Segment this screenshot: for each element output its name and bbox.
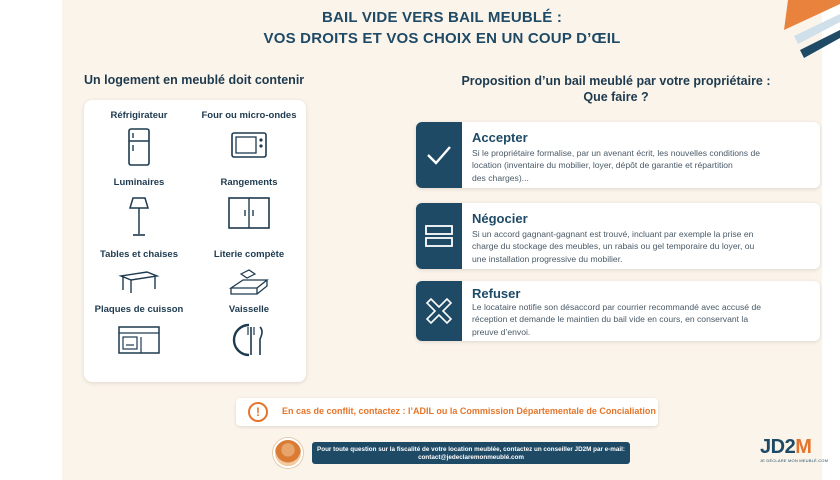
option-title: Négocier xyxy=(472,211,528,226)
check-icon xyxy=(425,144,453,166)
option-description-line: charge du stockage des meubles, un rabais ou gel temporaire du loyer, ou xyxy=(472,241,755,252)
cross-icon xyxy=(423,295,455,327)
option-title: Accepter xyxy=(472,130,528,145)
microwave-icon xyxy=(229,127,269,161)
furniture-section-heading: Un logement en meublé doit contenir xyxy=(84,73,305,87)
option-description xyxy=(472,301,812,338)
table-icon xyxy=(117,266,161,296)
contact-email-link[interactable]: contact@jedeclaremonmeublé.com xyxy=(418,453,524,461)
furniture-label: Tables et chaises xyxy=(100,249,178,260)
option-icon-box xyxy=(416,203,462,269)
option-card-refuse xyxy=(416,281,820,341)
lamp-icon xyxy=(126,194,152,238)
logo-text xyxy=(760,436,820,458)
furniture-label: Plaques de cuisson xyxy=(94,304,184,315)
conflict-alert xyxy=(236,398,658,426)
furniture-item-cooktop xyxy=(84,304,194,357)
options-section-heading xyxy=(416,73,816,105)
contact-banner[interactable] xyxy=(312,442,630,464)
furniture-item-cabinet xyxy=(194,177,304,232)
fridge-icon xyxy=(126,127,152,167)
option-description-line: une installation progressive du mobilier. xyxy=(472,253,623,264)
cooktop-icon xyxy=(115,321,163,357)
bed-icon xyxy=(227,266,271,298)
option-description xyxy=(472,147,812,184)
furniture-item-microwave xyxy=(194,110,304,161)
furniture-label: Literie compète xyxy=(213,249,285,260)
furniture-label: Réfrigirateur xyxy=(110,110,168,121)
furniture-label: Four ou micro-ondes xyxy=(201,110,297,121)
dishes-icon xyxy=(229,321,269,359)
warning-icon: ! xyxy=(248,402,268,422)
furniture-label: Luminaires xyxy=(113,177,165,188)
option-description xyxy=(472,228,812,265)
options-heading-line2: Que faire ? xyxy=(583,90,649,104)
options-heading-line1: Proposition d’un bail meublé par votre propriétaire : xyxy=(461,74,771,88)
option-icon-box xyxy=(416,281,462,341)
option-icon-box xyxy=(416,122,462,188)
advisor-avatar xyxy=(273,438,303,468)
option-description-line: preuve d’envoi. xyxy=(472,326,531,337)
furniture-item-bed xyxy=(194,249,304,298)
furniture-item-dishes xyxy=(194,304,304,359)
furniture-label: Vaisselle xyxy=(228,304,270,315)
option-card-negotiate xyxy=(416,203,820,269)
furniture-item-table xyxy=(84,249,194,296)
cabinet-icon xyxy=(226,194,272,232)
option-description-line: Si un accord gagnant-gagnant est trouvé, incluant par exemple la prise en xyxy=(472,229,754,239)
option-description-line: des charges)... xyxy=(472,172,529,183)
furniture-label: Rangements xyxy=(220,177,278,188)
logo-tagline: JE DÉCLARE MON MEUBLÉ.COM xyxy=(760,458,829,463)
option-title: Refuser xyxy=(472,286,521,301)
equals-icon xyxy=(424,223,454,249)
furniture-card xyxy=(84,100,306,382)
jd2m-logo xyxy=(760,436,829,470)
option-description-line: réception et demande le maintien du bail vide en cours, en conservant la xyxy=(472,314,749,325)
logo-accent-text: M xyxy=(795,436,812,458)
conflict-alert-text: En cas de conflit, contactez : l’ADIL ou la Commission Départementale de Concialiation xyxy=(282,406,656,416)
furniture-item-lamp xyxy=(84,177,194,238)
logo-main-text: JD2 xyxy=(760,436,796,458)
option-description-line: location (inventaire du mobilier, loyer, dépôt de garantie et répartition xyxy=(472,160,733,171)
page-title-line1: BAIL VIDE VERS BAIL MEUBLÉ : xyxy=(321,9,563,26)
contact-text: Pour toute question sur la fiscalité de votre location meublée, contactez un conseiller JD2M par e-mail: xyxy=(317,446,625,453)
option-description-line: Si le propriétaire formalise, par un avenant écrit, les nouvelles conditions de xyxy=(472,148,761,158)
option-description-line: Le locataire notifie son désaccord par courrier recommandé avec accusé de xyxy=(472,302,761,312)
furniture-item-fridge xyxy=(84,110,194,167)
page-title-line2: VOS DROITS ET VOS CHOIX EN UN COUP D’ŒIL xyxy=(263,30,621,47)
option-card-accept xyxy=(416,122,820,188)
